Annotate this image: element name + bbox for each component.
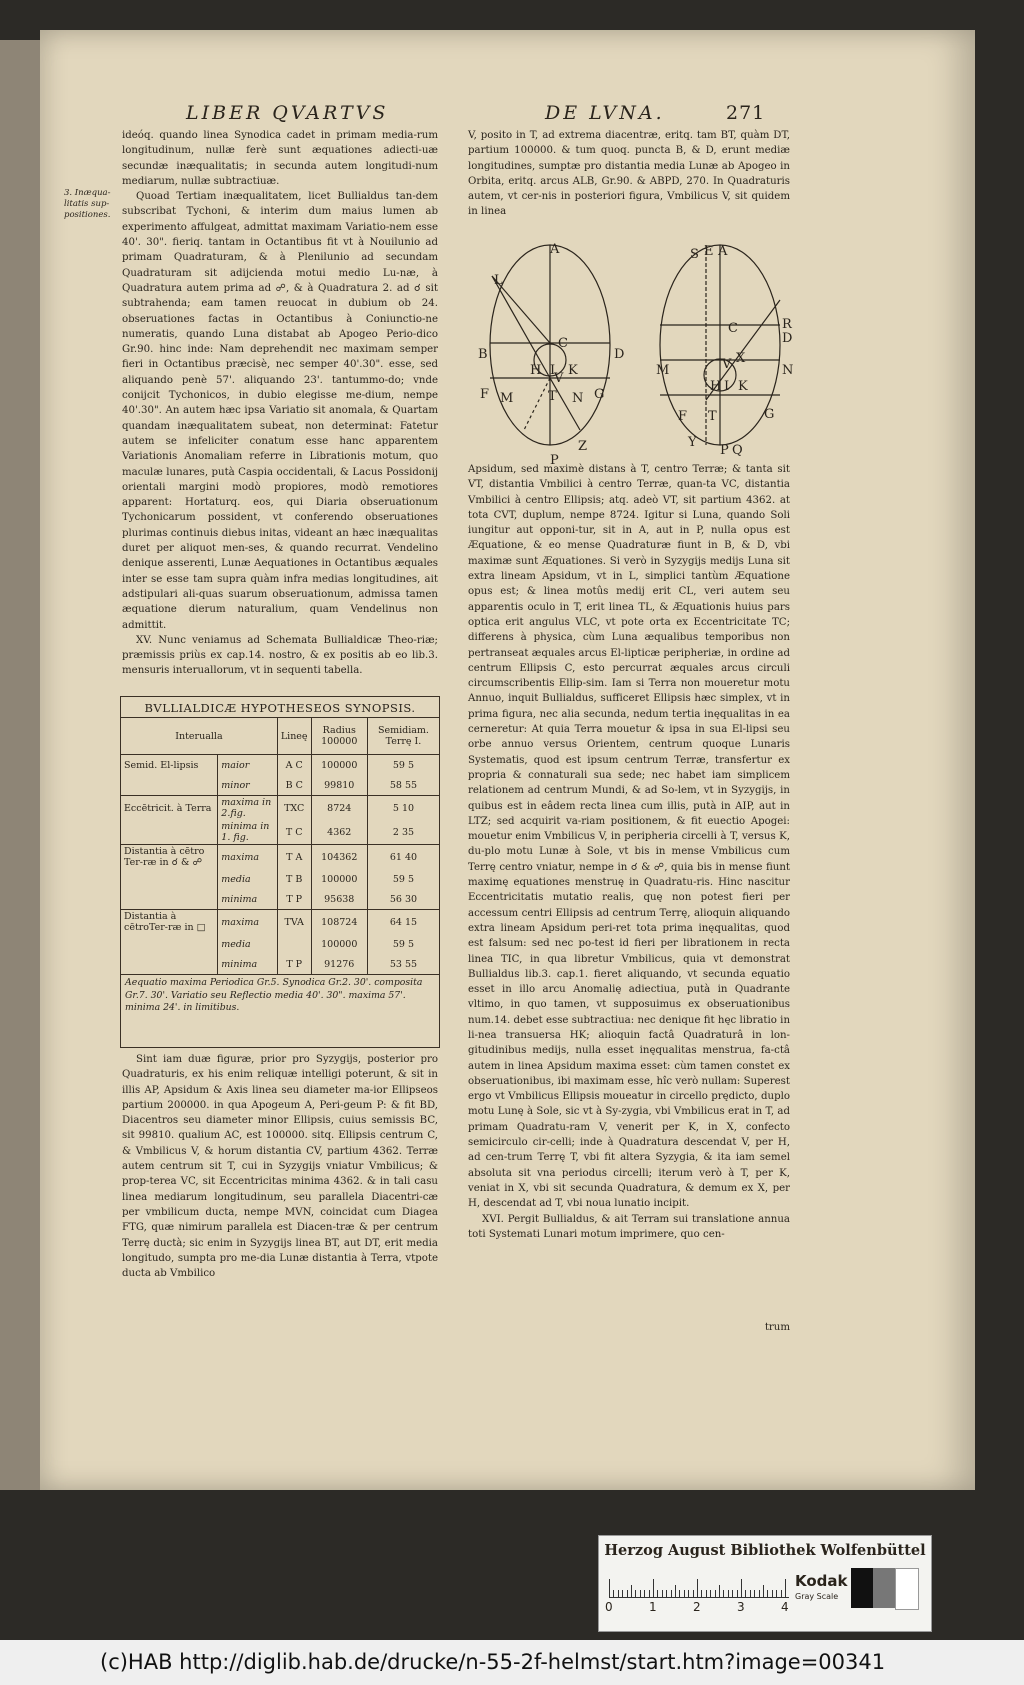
ruler-number: 0 bbox=[605, 1600, 613, 1614]
diagram-label: M bbox=[656, 363, 670, 378]
color-calibration-card bbox=[598, 1535, 932, 1632]
kodak-logo: Kodak bbox=[795, 1572, 848, 1590]
diagram-label: I bbox=[724, 379, 730, 394]
table-cell bbox=[277, 934, 311, 954]
table-cell: T B bbox=[277, 869, 311, 889]
diagram-label: T bbox=[708, 409, 717, 424]
diagram-label: T bbox=[548, 389, 557, 404]
white-swatch bbox=[895, 1568, 919, 1610]
table-row bbox=[121, 889, 439, 910]
table-cell: maxima bbox=[218, 910, 278, 935]
ruler-tick bbox=[763, 1585, 764, 1597]
table-row bbox=[121, 869, 439, 889]
table-cell: TVA bbox=[277, 910, 311, 935]
table-cell: 59 5 bbox=[392, 938, 415, 950]
diagram-label: H bbox=[710, 379, 722, 394]
ruler-tick bbox=[653, 1579, 654, 1597]
table-cell: 100000 bbox=[311, 869, 367, 889]
table-cell bbox=[121, 934, 218, 954]
ruler-tick bbox=[613, 1590, 614, 1597]
diagram-label: A bbox=[550, 242, 560, 257]
diagram-label: H bbox=[530, 363, 542, 378]
diagram-label: K bbox=[738, 379, 748, 394]
paragraph: Apsidum, sed maximè distans à T, centro Terræ; & tanta sit VT, distantia Vmbilici à centro Terræ, quan-ta VC, distantia Vmbilici à centro Ellipsis; atq. adeò VT, sit partium 4362. at tota CVT, duplum, nempe 8724. Igitur si Luna, quando Soli iungitur aut opponi-tur, sit in A, aut in P, nulla opus est Æquatione, & eo mense Quadraturæ fiunt in B, & D, vbi maximæ sunt Æquationes. Si verò in Syzygijs medijs Luna sit extra lineam Apsidum, vt in L, simplici tantùm Æquatione opus est; & linea motûs medij erit CL, veri autem seu apparentis oculo in T, erit linea TL, & Æquationis huius pars optica erit angulus VLC, vt pote orta ex Eccentricitate TC; differens à physica, cùm Luna æqualibus temporibus non pertranseat æquales arcus El-lipticæ peripheriæ, in ordine ad centrum Ellipsis C, esto percurrat æquales arcus circuli circumscribentis Ellip-sim. Iam si Terra non moueretur motu Annuo, inquit Bullialdus, sufficeret Ellipsis hæc simplex, vt in prima figura, nec alia secunda, nedum tertia inęqualitas in ea cerneretur: At quia Terra mouetur & ipsa in sua El-lipsi seu orbe annuo versus Orientem, centrum quoque Lunaris Systematis, quod est ipsum centrum Terræ, transfertur ex propria & connaturali sua sede; nec habet iam simplicem relationem ad centrum Mundi, & ad So-lem, vt in Syzygijs, in quibus est in eâdem recta linea cum illis, putà in AIP, aut in LTZ; sed acquirit va-riam positionem, & fit euectio Apogei: mouetur enim Vmbilicus V, in peripheria circelli à T, versus K, du-plo motu Lunæ à Sole, vt bis in mense Vmbilicus cum Terrę centro vniatur, nempe in ☌ & ☍, quia bis in mense fiunt maximę equationes menstruę in Quadratu-ris. Hinc nascitur Eccentricitatis mutatio realis, quę non potest fieri per accessum centri Ellipsis ad centrum Terrę, alioquin aliquando extra lineam Apsidum peri-ret tota prima inęqualitas, quod est falsum: sed nec po-test id fieri per librationem in recta linea TIC, in qua libretur Vmbilicus, quia vt demonstrat Bullialdus lib.3. cap.1. fieret aliquando, vt secunda equatio esset in illo arcu Anomalię adiectiua, putà in Quadrante vltimo, in quo tamen, vt supposuimus ex obseruationibus num.14. debet esse subtractiua: nec denique fit hęc libratio in li-nea transuersa HK; alioquin factâ Quadraturâ in lon-gitudinibus medijs, nulla esset inęqualitas menstrua, fa-ctâ autem in linea Apsidum maxima esset: cùm tamen constet ex obseruationibus, ibi maximam esse, hîc verò nullam: Superest ergo vt Vmbilicus Ellipsis moueatur in circello prędicto, duplo motu Lunę à Sole, sic vt à Sy-zygia, vbi Vmbilicus erat in T, ad primam Quadratu-ram V, venerit per K, in X, confecto semicirculo cir-celli; inde à Quadratura descendat V, per H, ad cen-trum Terrę T, vbi fit altera Syzygia, & ita iam semel absoluta sit vna periodus circelli; iterum verò à T, per K, veniat in X, vbi sit secunda Quadratura, & demum ex X, per H, descendat ad T, vbi noua lunatio incipit. bbox=[468, 464, 790, 1210]
table-cell: TXC bbox=[277, 796, 311, 821]
table-cell: maior bbox=[218, 755, 278, 776]
ruler-tick bbox=[701, 1590, 702, 1597]
diagram-label: D bbox=[614, 347, 625, 362]
table-cell bbox=[121, 820, 218, 845]
table-cell: Distantia à cētroTer-ræ in □ bbox=[121, 910, 218, 935]
ruler-tick bbox=[688, 1590, 689, 1597]
ruler-tick bbox=[723, 1590, 724, 1597]
table-cell: A C bbox=[277, 755, 311, 776]
left-column-top bbox=[122, 128, 438, 679]
ruler-tick bbox=[644, 1590, 645, 1597]
table-cell: Distantia à cētro Ter-ræ in ☌ & ☍ bbox=[121, 845, 218, 870]
table-row bbox=[121, 775, 439, 796]
ruler-tick bbox=[785, 1579, 786, 1597]
table-cell: media bbox=[218, 869, 278, 889]
margin-note: 3. Inæqua-litatis sup-positiones. bbox=[64, 188, 111, 220]
diagram-label: Y bbox=[688, 435, 697, 450]
ruler-tick bbox=[697, 1579, 698, 1597]
ruler-tick bbox=[706, 1590, 707, 1597]
page-number: 271 bbox=[726, 102, 766, 124]
table-cell bbox=[121, 869, 218, 889]
ruler-tick bbox=[657, 1590, 658, 1597]
synopsis-table bbox=[120, 696, 440, 1048]
diagram-label: D bbox=[782, 331, 793, 346]
ruler-tick bbox=[750, 1590, 751, 1597]
gray-swatch bbox=[873, 1568, 895, 1608]
table-cell: minima bbox=[218, 954, 278, 975]
diagram-label: Z bbox=[578, 439, 588, 454]
ruler-number: 3 bbox=[737, 1600, 745, 1614]
diagram-labels bbox=[478, 242, 793, 468]
paragraph: ideóq. quando linea Synodica cadet in primam media-rum longitudinum, nullæ ferè sunt æquationes adiecti-uæ secundæ inæqualitatis; in secunda autem longitudi-num mediarum, nullæ subtractiuæ. bbox=[122, 130, 438, 187]
ruler-tick bbox=[671, 1590, 672, 1597]
diagram-label: S bbox=[690, 247, 699, 262]
ruler-tick bbox=[781, 1590, 782, 1597]
table-cell: T C bbox=[277, 820, 311, 845]
diagram-label: F bbox=[678, 409, 688, 424]
diagram-label: C bbox=[558, 336, 568, 351]
table-row bbox=[121, 755, 439, 776]
black-swatch bbox=[851, 1568, 873, 1608]
ruler-tick bbox=[640, 1590, 641, 1597]
ruler-tick bbox=[684, 1590, 685, 1597]
table-cell: 5 10 bbox=[392, 802, 415, 814]
table-cell: 64 15 bbox=[389, 916, 418, 928]
table-row bbox=[121, 820, 439, 845]
diagram-label: B bbox=[478, 347, 488, 362]
diagram-label: A bbox=[718, 244, 728, 259]
table-cell: T P bbox=[277, 889, 311, 910]
figure-syzygy bbox=[490, 245, 610, 445]
ruler-number: 1 bbox=[649, 1600, 657, 1614]
table-cell bbox=[121, 889, 218, 910]
ruler-tick bbox=[609, 1579, 610, 1597]
table-cell: 99810 bbox=[311, 775, 367, 796]
diagram-label: P bbox=[720, 443, 729, 458]
ruler-tick bbox=[772, 1590, 773, 1597]
ruler-tick bbox=[627, 1590, 628, 1597]
diagram-label: C bbox=[728, 321, 738, 336]
table-cell: T A bbox=[277, 845, 311, 870]
scale-ruler bbox=[609, 1571, 789, 1598]
ruler-tick bbox=[710, 1590, 711, 1597]
diagram-label: F bbox=[480, 387, 490, 402]
diagram-label: E bbox=[704, 244, 714, 259]
table-header: Lineę bbox=[277, 718, 311, 755]
table-note: Aequatio maxima Periodica Gr.5. Synodica Gr.2. 30'. composita Gr.7. 30'. Variatio seu Reflectio media 40'. 30". maxima 57'. minima 24'. in limitibus. bbox=[125, 977, 423, 1013]
ruler-tick bbox=[693, 1590, 694, 1597]
diagram-label: X bbox=[736, 351, 746, 366]
left-column-bottom: Sint iam duæ figuræ, prior pro Syzygijs, posterior pro Quadraturis, ex his enim reliquæ intelligi poterunt, & sit in illis AP, Apsidum & Axis linea seu diameter ma-ior Ellipseos partium 200000. in qua Apogeum A, Peri-geum P: & fit BD, Diacentros seu diameter minor Ellipsis, cuius semissis BC, sit 99810. qualium AC, est 100000. sitq. Ellipsis centrum C, & Vmbilicus V, & horum distantia CV, partium 4362. Terræ autem centrum sit T, cui in Syzygijs vniatur Vmbilicus; & prop-terea VC, sit Eccentricitas minima 4362. & in tali casu linea mediarum longitudinum, seu parallela Diacentri-cæ per vmbilicum ducta, nempe MVN, coincidat cum Diagea FTG, quæ nimirum parallela est Diacen-træ & per centrum Terrę ductà; sic enim in Syzygijs linea BT, aut DT, erit media longitudo, sumpta pro me-dia Lunæ distantia à Terra, vtpote ducta ab Vmbilico bbox=[122, 1054, 438, 1280]
table-cell: media bbox=[218, 934, 278, 954]
footer-citation: (c)HAB http://diglib.hab.de/drucke/n-55-2f-helmst/start.htm?image=00341 bbox=[0, 1640, 1024, 1685]
ruler-number: 2 bbox=[693, 1600, 701, 1614]
table-cell: 59 5 bbox=[392, 759, 415, 771]
table-cell: minima in 1. fig. bbox=[218, 820, 278, 845]
table-row bbox=[121, 910, 439, 935]
ruler-tick bbox=[631, 1585, 632, 1597]
paragraph: Quoad Tertiam inæqualitatem, licet Bullialdus tan-dem subscribat Tychoni, & interim dum maius lumen ab experimento affulgeat, admittat maximam Variatio-nem esse 40'. 30". fieriq. tantam in Octantibus fit vt à Nouilunio ad primam Quadraturam, & à Plenilunio ad secundam Quadraturam sit adijcienda motui medio Lu-næ, à Quadratura autem prima ad ☍, & à Quadratura 2. ad ☌ sit subtrahenda; eam tamen reuocat in dubium ob 24. obseruationes factas in Octantibus à Coniunctio-ne numeratis, quando Luna distabat ab Apogeo Perio-dico Gr.90. hinc inde: Nam deprehendit nec maximam semper fieri in Octantibus præcisè, nec semper 40'.30". esse, sed aliquando penè 57'. aliquando 23'. tantummo-do; vnde conijcit Tychonicos, in dubio elegisse me-dium, nempe 40'.30". An autem hæc ipsa Variatio sit anomala, & Quartam quandam inæqualitatem subeat, non determinat: Fatetur autem se infeliciter conatum esse hanc apparentem Variationis Anomaliam referre in Librationis motum, quo maculæ lunares, putà Caspia occidentali, & Lacus Possidonij orientali margini modò propiores, modò remotiores apparent: Hortaturq. eos, qui Diaria obseruationum Tychonicarum possident, vt conferendo obseruationes plurimas continuis diebus initas, videant an hæc inæqualitas duret per aliquot men-ses, & quando recurrat. Vendelino denique asserenti, Lunæ Aequationes in Octantibus æquales inter se esse tam supra quàm infra medias longitudines, ait adstipulari ali-quas suarum obseruationum, admissa tamen æquatione dierum naturalium, quam Vendelinus non admittit. bbox=[122, 191, 438, 631]
table-cell: Eccētricit. à Terra bbox=[121, 796, 218, 821]
diagram-label: I bbox=[550, 363, 556, 378]
table-header: Interualla bbox=[121, 718, 277, 755]
ruler-tick bbox=[662, 1590, 663, 1597]
table-cell bbox=[121, 775, 218, 796]
diagram-label: G bbox=[764, 407, 775, 422]
table-cell: T P bbox=[277, 954, 311, 975]
ruler-tick bbox=[635, 1590, 636, 1597]
gray-scale-label: Gray Scale bbox=[795, 1592, 839, 1601]
table-row bbox=[121, 796, 439, 821]
ruler-tick bbox=[679, 1590, 680, 1597]
paragraph: XV. Nunc veniamus ad Schemata Bullialdicæ Theo-riæ; præmissis priùs ex cap.14. nostro, & ex positis ab eo lib.3. mensuris interuallorum, vt in sequenti tabella. bbox=[122, 634, 438, 677]
table-header: Radius 100000 bbox=[311, 718, 367, 755]
ruler-tick bbox=[759, 1590, 760, 1597]
table-cell: 100000 bbox=[311, 934, 367, 954]
table-header: Semidiam. Terrę I. bbox=[367, 718, 439, 755]
ruler-tick bbox=[622, 1590, 623, 1597]
ruler-tick bbox=[618, 1590, 619, 1597]
table-cell: 2 35 bbox=[392, 826, 415, 838]
table-cell: 100000 bbox=[311, 755, 367, 776]
table-cell: maxima in 2.fig. bbox=[218, 796, 278, 821]
running-head-left: LIBER QVARTVS bbox=[186, 102, 389, 124]
table-cell: 4362 bbox=[311, 820, 367, 845]
table-cell: 59 5 bbox=[392, 873, 415, 885]
table-cell: minima bbox=[218, 889, 278, 910]
table-cell bbox=[121, 954, 218, 975]
table-cell: 58 55 bbox=[389, 779, 418, 791]
diagram-label: R bbox=[782, 317, 792, 332]
ruler-tick bbox=[776, 1590, 777, 1597]
diagram-label: L bbox=[494, 273, 503, 288]
diagram-label: G bbox=[594, 387, 605, 402]
ruler-tick bbox=[732, 1590, 733, 1597]
diagram-label: M bbox=[500, 391, 514, 406]
ruler-tick bbox=[737, 1590, 738, 1597]
table-cell: 8724 bbox=[311, 796, 367, 821]
synopsis-grid bbox=[121, 718, 439, 975]
diagram-label: K bbox=[568, 363, 578, 378]
ruler-tick bbox=[728, 1590, 729, 1597]
diagram-label: N bbox=[572, 391, 584, 406]
table-cell: 56 30 bbox=[389, 893, 418, 905]
table-cell: 108724 bbox=[311, 910, 367, 935]
diagram-label: P bbox=[550, 453, 559, 468]
table-cell: 95638 bbox=[311, 889, 367, 910]
ruler-tick bbox=[754, 1590, 755, 1597]
table-cell: B C bbox=[277, 775, 311, 796]
table-row bbox=[121, 845, 439, 870]
catchword: trum bbox=[764, 1322, 790, 1333]
table-cell: 91276 bbox=[311, 954, 367, 975]
diagram-label: Q bbox=[732, 443, 743, 458]
running-head-right: DE LVNA. bbox=[545, 102, 665, 124]
ruler-tick bbox=[719, 1585, 720, 1597]
ruler-number: 4 bbox=[781, 1600, 789, 1614]
table-cell: minor bbox=[218, 775, 278, 796]
ruler-tick bbox=[666, 1590, 667, 1597]
ruler-tick bbox=[741, 1579, 742, 1597]
table-row bbox=[121, 934, 439, 954]
library-name: Herzog August Bibliothek Wolfenbüttel bbox=[604, 1542, 926, 1559]
table-cell: 53 55 bbox=[389, 958, 418, 970]
table-row bbox=[121, 954, 439, 975]
ruler-tick bbox=[715, 1590, 716, 1597]
diagram-label: V bbox=[554, 371, 564, 386]
ruler-tick bbox=[745, 1590, 746, 1597]
table-title: BVLLIALDICÆ HYPOTHESEOS SYNOPSIS. bbox=[121, 697, 439, 718]
table-cell: Semid. El-lipsis bbox=[121, 755, 218, 776]
table-cell: 61 40 bbox=[389, 851, 418, 863]
ruler-tick bbox=[767, 1590, 768, 1597]
table-cell: maxima bbox=[218, 845, 278, 870]
paragraph: XVI. Pergit Bullialdus, & ait Terram sui translatione annua toti Systemati Lunari motum imprimere, quo cen- bbox=[468, 1213, 790, 1240]
table-cell: 104362 bbox=[311, 845, 367, 870]
ruler-tick bbox=[649, 1590, 650, 1597]
ellipse-diagrams bbox=[470, 240, 810, 468]
right-column-bottom bbox=[468, 462, 790, 1242]
right-column-top: V, posito in T, ad extrema diacentræ, eritq. tam BT, quàm DT, partium 100000. & tum quoq. puncta B, & D, erunt mediæ longitudines, sumptæ pro distantia media Lunæ ab Apogeo in Orbita, eritq. arcus ALB, Gr.90. & ABPD, 270. In Quadraturis autem, vt cer-nis in posteriori figura, Vmbilicus V, sit quidem in linea bbox=[468, 130, 790, 218]
diagram-label: V bbox=[722, 357, 732, 372]
diagram-label: N bbox=[782, 363, 794, 378]
ruler-tick bbox=[675, 1585, 676, 1597]
adjacent-page-edge bbox=[0, 40, 40, 1490]
